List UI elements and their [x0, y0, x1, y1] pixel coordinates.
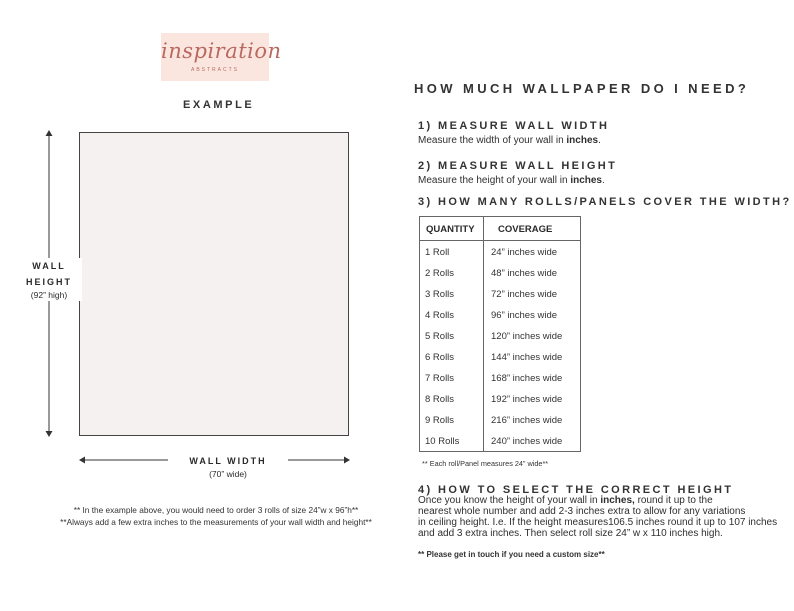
brand-logo [161, 33, 282, 81]
step4-line1-after: round it up to the [634, 495, 713, 506]
table-cell-coverage: 168” inches wide [491, 373, 563, 384]
example-note [56, 504, 376, 528]
step4-line2: nearest whole number and add 2-3 inches extra to allow for any variations [418, 506, 746, 517]
step2-text [418, 175, 605, 187]
table-row [420, 243, 580, 263]
table-cell-coverage: 216” inches wide [491, 415, 563, 426]
step4-line1 [418, 495, 788, 506]
wall-width-note: (70” wide) [209, 469, 247, 479]
table-row [420, 348, 580, 368]
table-cell-coverage: 240” inches wide [491, 436, 563, 447]
table-cell-coverage: 48” inches wide [491, 268, 558, 279]
table-row [420, 369, 580, 389]
table-header-quantity: QUANTITY [426, 224, 475, 235]
table-row [420, 411, 580, 431]
custom-size-note: ** Please get in touch if you need a custom size** [418, 550, 605, 559]
wall-height-text-line2: HEIGHT [25, 277, 72, 287]
step4-text-before: Once you know the height of your wall in [418, 495, 601, 506]
table-cell-coverage: 24” inches wide [491, 247, 558, 258]
table-row [420, 390, 580, 410]
table-cell-quantity: 7 Rolls [425, 373, 455, 384]
step2-text-before: Measure the height of your wall in [418, 175, 571, 186]
step1-text-before: Measure the width of your wall in [418, 135, 567, 146]
table-cell-coverage: 144” inches wide [491, 352, 563, 363]
step3-title: 3) HOW MANY ROLLS/PANELS COVER THE WIDTH? [418, 196, 792, 208]
table-cell-coverage: 192” inches wide [491, 394, 563, 405]
table-cell-quantity: 2 Rolls [425, 268, 455, 279]
roll-coverage-table [419, 216, 581, 452]
table-row [420, 264, 580, 284]
step4-text [418, 495, 788, 539]
table-cell-quantity: 5 Rolls [425, 331, 455, 342]
step2-title: 2) MEASURE WALL HEIGHT [418, 160, 618, 172]
wall-example-rectangle [79, 132, 349, 436]
wall-height-label [16, 258, 82, 301]
wall-height-note: (92” high) [30, 290, 68, 300]
table-row [420, 306, 580, 326]
table-cell-quantity: 6 Rolls [425, 352, 455, 363]
table-header-coverage: COVERAGE [498, 224, 553, 235]
step1-text-bold: inches [566, 135, 599, 146]
step1-text [418, 135, 601, 147]
table-row [420, 285, 580, 305]
table-row [420, 432, 580, 452]
step2-text-bold: inches [570, 175, 602, 186]
table-cell-coverage: 72” inches wide [491, 289, 558, 300]
table-cell-quantity: 3 Rolls [425, 289, 455, 300]
table-note: ** Each roll/Panel measures 24” wide** [422, 459, 549, 468]
logo-tagline: ABSTRACTS [190, 67, 239, 73]
step4-title: 4) HOW TO SELECT THE CORRECT HEIGHT [418, 484, 734, 496]
table-cell-quantity: 8 Rolls [425, 394, 455, 405]
table-row [420, 327, 580, 347]
table-header [420, 217, 580, 241]
example-title: EXAMPLE [183, 99, 255, 111]
page-title: HOW MUCH WALLPAPER DO I NEED? [414, 81, 750, 96]
table-cell-quantity: 1 Roll [425, 247, 450, 258]
table-cell-coverage: 120” inches wide [491, 331, 563, 342]
table-cell-quantity: 4 Rolls [425, 310, 455, 321]
wall-height-text-line1: WALL [32, 261, 66, 271]
table-cell-quantity: 9 Rolls [425, 415, 455, 426]
table-cell-quantity: 10 Rolls [425, 436, 460, 447]
step4-line3: in ceiling height. I.e. If the height measures106.5 inches round it up to 107 inches [418, 517, 778, 528]
wall-width-text: WALL WIDTH [189, 456, 267, 466]
example-note-line2: **Always add a few extra inches to the measurements of your wall width and height** [60, 517, 372, 527]
step1-text-after: . [598, 135, 601, 146]
step4-line4: and add 3 extra inches. Then select roll size 24” w x 110 inches high. [418, 528, 723, 539]
wall-width-label [168, 455, 288, 481]
step2-text-after: . [602, 175, 605, 186]
logo-wordmark: inspiration [161, 39, 282, 63]
step4-text-bold: inches, [600, 495, 635, 506]
example-note-line1: ** In the example above, you would need to order 3 rolls of size 24”w x 96”h** [73, 505, 359, 515]
step1-title: 1) MEASURE WALL WIDTH [418, 120, 610, 132]
table-cell-coverage: 96” inches wide [491, 310, 558, 321]
